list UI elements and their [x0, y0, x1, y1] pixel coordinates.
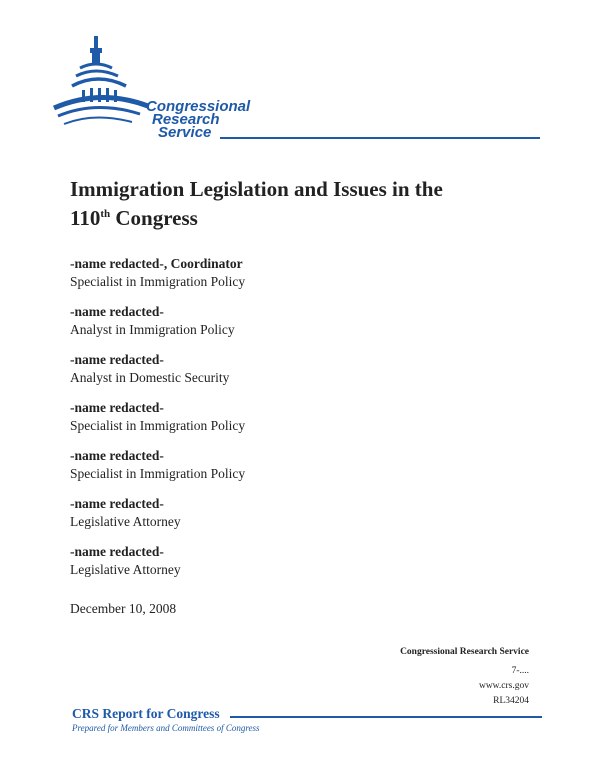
logo-line: Congressional	[146, 98, 251, 115]
author-name: -name redacted-, Coordinator	[70, 256, 243, 271]
author-entry	[70, 543, 530, 579]
footer-divider	[230, 716, 542, 718]
crs-info-block	[400, 645, 529, 709]
author-role: Specialist in Immigration Policy	[70, 466, 246, 481]
crs-logo	[50, 30, 540, 150]
author-entry	[70, 303, 530, 339]
author-entry	[70, 447, 530, 483]
author-name: -name redacted-	[70, 544, 164, 559]
author-name: -name redacted-	[70, 304, 164, 319]
crs-name: Congressional Research Service	[400, 647, 529, 657]
author-role: Specialist in Immigration Policy	[70, 418, 246, 433]
crs-phone: 7-....	[511, 666, 529, 676]
author-role: Legislative Attorney	[70, 514, 181, 529]
title-rest: Congress	[110, 206, 198, 230]
logo-wordmark	[146, 100, 250, 139]
title-line: Immigration Legislation and Issues in the	[70, 177, 443, 201]
author-name: -name redacted-	[70, 448, 164, 463]
footer-title: CRS Report for Congress	[72, 706, 220, 721]
author-role: Legislative Attorney	[70, 562, 181, 577]
header-divider	[220, 137, 540, 139]
title-superscript: th	[100, 208, 111, 220]
author-entry	[70, 495, 530, 531]
author-name: -name redacted-	[70, 400, 164, 415]
crs-website: www.crs.gov	[478, 681, 529, 691]
author-role: Specialist in Immigration Policy	[70, 274, 246, 289]
logo-line: Service	[158, 124, 212, 141]
author-name: -name redacted-	[70, 496, 164, 511]
author-entry	[70, 255, 530, 291]
author-name: -name redacted-	[70, 352, 164, 367]
title-number: 110	[70, 206, 101, 230]
logo-line: Research	[152, 111, 220, 128]
report-date: December 10, 2008	[70, 601, 177, 616]
author-entry	[70, 399, 530, 435]
author-role: Analyst in Immigration Policy	[70, 322, 235, 337]
footer-subtitle: Prepared for Members and Committees of Congress	[72, 723, 260, 733]
author-entry	[70, 351, 530, 387]
report-number: RL34204	[493, 696, 529, 706]
report-title	[70, 175, 540, 233]
author-role: Analyst in Domestic Security	[70, 370, 230, 385]
author-list	[70, 255, 530, 591]
